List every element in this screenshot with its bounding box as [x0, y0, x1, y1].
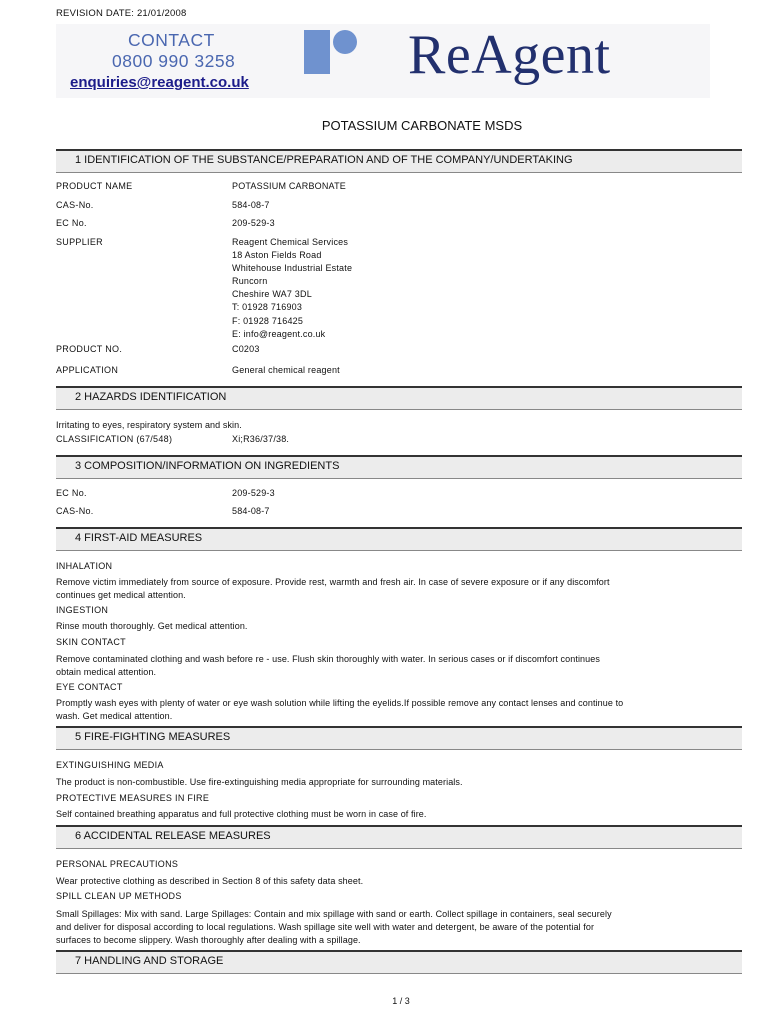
section-5-header — [56, 726, 742, 750]
hazard-text: Irritating to eyes, respiratory system and skin. — [56, 420, 242, 430]
section-2-header — [56, 386, 742, 410]
eye-contact-text: Promptly wash eyes with plenty of water or eye wash solution while lifting the eyelids.If possible remove any contact lenses and continue to — [56, 698, 624, 708]
product-name-label: PRODUCT NAME — [56, 181, 133, 191]
page-number: 1 / 3 — [392, 996, 410, 1006]
inhalation-text: continues get medical attention. — [56, 590, 186, 600]
eye-contact-label: EYE CONTACT — [56, 682, 123, 692]
protective-measures-label: PROTECTIVE MEASURES IN FIRE — [56, 793, 210, 803]
section-heading: 5 FIRE-FIGHTING MEASURES — [75, 731, 231, 743]
cas-label: CAS-No. — [56, 506, 94, 516]
protective-measures-text: Self contained breathing apparatus and full protective clothing must be worn in case of fire. — [56, 809, 427, 819]
section-4-header — [56, 527, 742, 551]
supplier-line: 18 Aston Fields Road — [232, 250, 322, 260]
contact-label: CONTACT — [128, 30, 215, 50]
cas-label: CAS-No. — [56, 200, 94, 210]
spill-cleanup-text: surfaces to become slippery. Wash thoroughly after dealing with a spillage. — [56, 935, 361, 945]
contact-phone: 0800 990 3258 — [112, 51, 236, 71]
section-heading: 7 HANDLING AND STORAGE — [75, 955, 224, 967]
ec-value: 209-529-3 — [232, 218, 275, 228]
cas-value: 584-08-7 — [232, 200, 270, 210]
section-heading: 3 COMPOSITION/INFORMATION ON INGREDIENTS — [75, 460, 340, 472]
ec-label: EC No. — [56, 488, 87, 498]
classification-value: Xi;R36/37/38. — [232, 434, 290, 444]
application-label: APPLICATION — [56, 365, 119, 375]
spill-cleanup-text: and deliver for disposal according to local regulations. Wash spillage site well with water and detergent, be aware of the potential for — [56, 922, 595, 932]
spill-cleanup-text: Small Spillages: Mix with sand. Large Spillages: Contain and mix spillage with sand or earth. Collect spillage in containers, seal securely — [56, 909, 612, 919]
supplier-line: Runcorn — [232, 276, 268, 286]
ingestion-label: INGESTION — [56, 605, 109, 615]
document-title: POTASSIUM CARBONATE MSDS — [321, 118, 523, 133]
logo-square-icon — [304, 30, 330, 74]
extinguishing-media-text: The product is non-combustible. Use fire-extinguishing media appropriate for surrounding materials. — [56, 777, 463, 787]
spill-cleanup-label: SPILL CLEAN UP METHODS — [56, 891, 182, 901]
supplier-line: Whitehouse Industrial Estate — [232, 263, 353, 273]
supplier-line: Reagent Chemical Services — [232, 237, 349, 247]
eye-contact-text: wash. Get medical attention. — [56, 711, 173, 721]
skin-contact-text: obtain medical attention. — [56, 667, 157, 677]
ec-label: EC No. — [56, 218, 87, 228]
company-logo: ReAgent — [408, 24, 611, 86]
supplier-line: E: info@reagent.co.uk — [232, 329, 326, 339]
section-heading: 4 FIRST-AID MEASURES — [75, 532, 203, 544]
cas-value: 584-08-7 — [232, 506, 270, 516]
personal-precautions-label: PERSONAL PRECAUTIONS — [56, 859, 179, 869]
personal-precautions-text: Wear protective clothing as described in Section 8 of this safety data sheet. — [56, 876, 364, 886]
revision-date: REVISION DATE: 21/01/2008 — [56, 8, 187, 19]
skin-contact-label: SKIN CONTACT — [56, 637, 126, 647]
supplier-line: T: 01928 716903 — [232, 302, 303, 312]
section-7-header — [56, 950, 742, 974]
section-1-header — [56, 149, 742, 173]
section-heading: 1 IDENTIFICATION OF THE SUBSTANCE/PREPARATION AND OF THE COMPANY/UNDERTAKING — [75, 154, 573, 166]
skin-contact-text: Remove contaminated clothing and wash before re - use. Flush skin thoroughly with water. In serious cases or if discomfort continues — [56, 654, 600, 664]
supplier-label: SUPPLIER — [56, 237, 103, 247]
inhalation-label: INHALATION — [56, 561, 113, 571]
product-no-label: PRODUCT NO. — [56, 344, 123, 354]
ingestion-text: Rinse mouth thoroughly. Get medical attention. — [56, 621, 248, 631]
supplier-line: Cheshire WA7 3DL — [232, 289, 312, 299]
section-3-header — [56, 455, 742, 479]
application-value: General chemical reagent — [232, 365, 340, 375]
product-name-value: POTASSIUM CARBONATE — [232, 181, 346, 191]
product-no-value: C0203 — [232, 344, 260, 354]
ec-value: 209-529-3 — [232, 488, 275, 498]
contact-email-link[interactable]: enquiries@reagent.co.uk — [70, 74, 249, 91]
extinguishing-media-label: EXTINGUISHING MEDIA — [56, 760, 164, 770]
section-6-header — [56, 825, 742, 849]
classification-label: CLASSIFICATION (67/548) — [56, 434, 173, 444]
inhalation-text: Remove victim immediately from source of exposure. Provide rest, warmth and fresh air. In case of severe exposure or if any discomfort — [56, 577, 610, 587]
section-heading: 6 ACCIDENTAL RELEASE MEASURES — [75, 830, 271, 842]
supplier-line: F: 01928 716425 — [232, 316, 304, 326]
section-heading: 2 HAZARDS IDENTIFICATION — [75, 391, 227, 403]
logo-circle-icon — [333, 30, 357, 54]
